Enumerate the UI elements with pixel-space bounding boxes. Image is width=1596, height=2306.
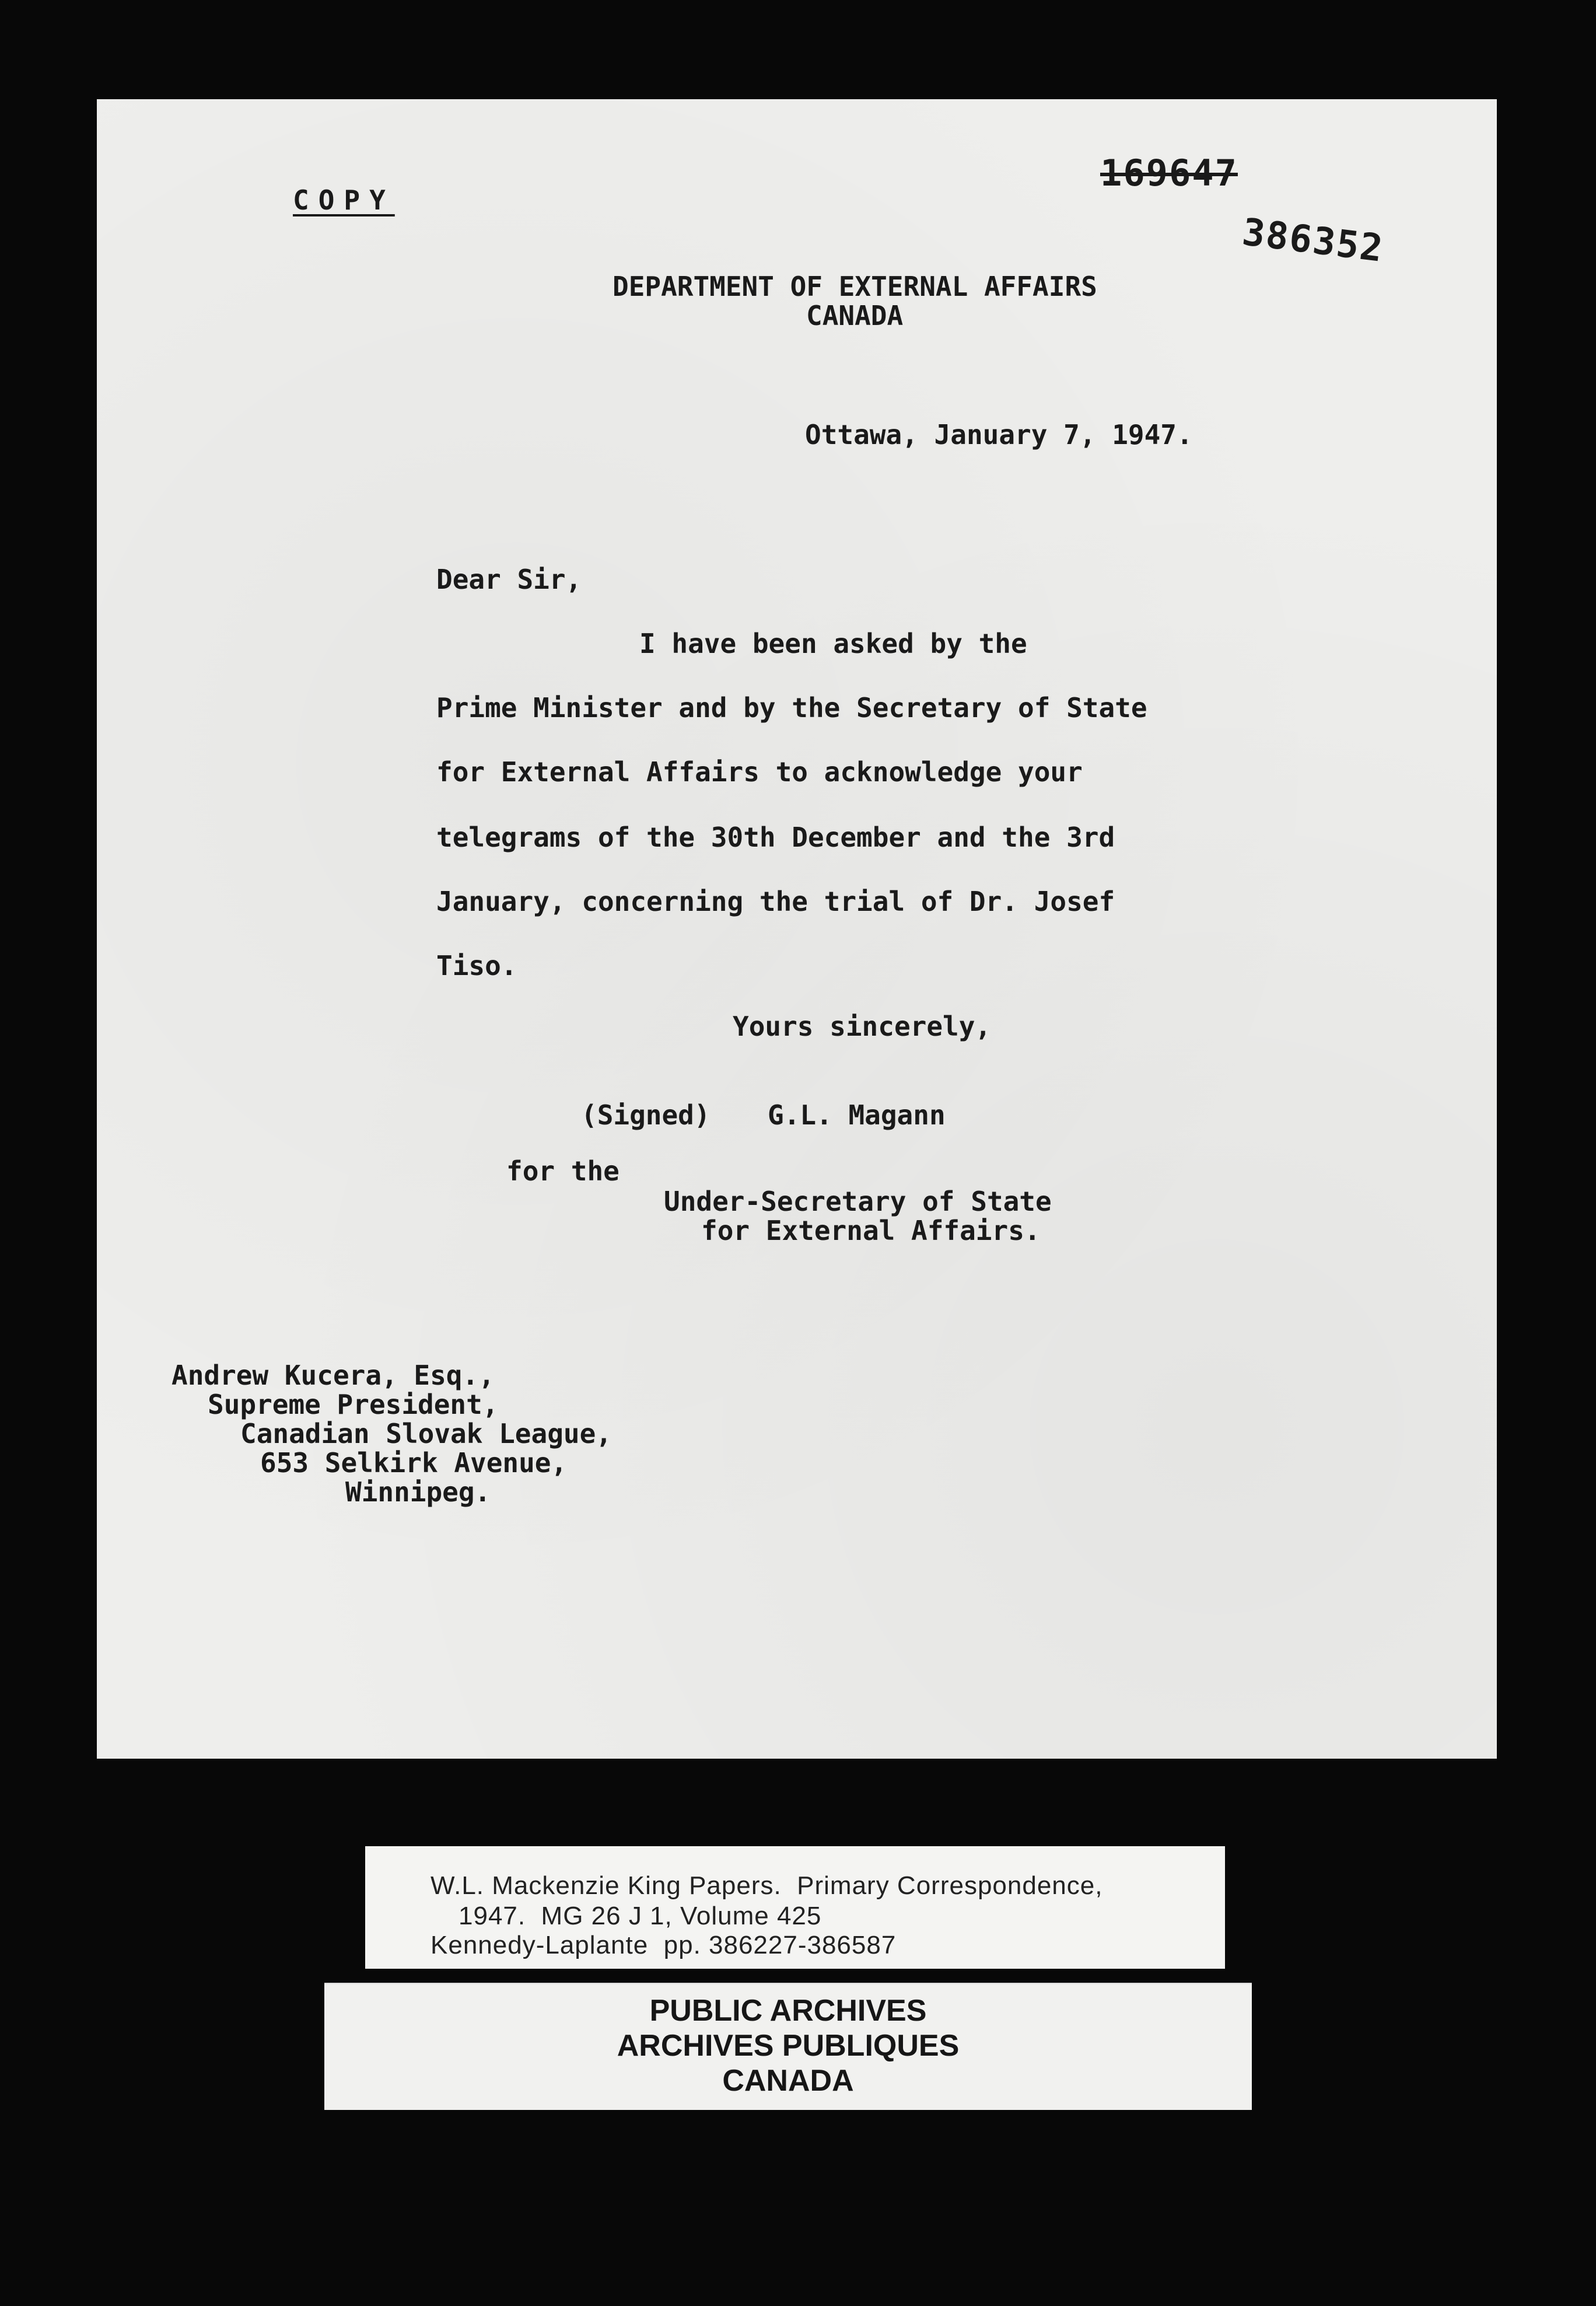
stamp-line: CANADA (722, 2064, 854, 2098)
address-line: Supreme President, (208, 1389, 499, 1420)
body-line: Tiso. (436, 950, 517, 981)
body-line: telegrams of the 30th December and the 3rd (436, 822, 1115, 853)
address-line: Andrew Kucera, Esq., (172, 1360, 495, 1391)
archive-label-line: W.L. Mackenzie King Papers. Primary Correspondence, (430, 1871, 1103, 1900)
department-country: CANADA (806, 300, 904, 331)
salutation: Dear Sir, (436, 564, 582, 595)
place-date: Ottawa, January 7, 1947. (805, 419, 1193, 450)
body-line: for External Affairs to acknowledge your (436, 756, 1083, 788)
letter-sheet (97, 99, 1497, 1759)
archive-label-line: Kennedy-Laplante pp. 386227-386587 (430, 1931, 897, 1959)
for-the: for the (506, 1155, 620, 1187)
copy-mark: COPY (293, 184, 395, 216)
body-line: I have been asked by the (639, 628, 1027, 659)
stamp-line: ARCHIVES PUBLIQUES (617, 2029, 960, 2063)
new-file-number: 386352 (1240, 211, 1386, 271)
signatory-title-line1: Under-Secretary of State (664, 1186, 1052, 1217)
archive-reference-label (365, 1846, 1225, 1969)
archive-label-line: 1947. MG 26 J 1, Volume 425 (459, 1902, 822, 1930)
department-name: DEPARTMENT OF EXTERNAL AFFAIRS (612, 271, 1097, 302)
signatory-title-line2: for External Affairs. (701, 1215, 1041, 1246)
address-line: Canadian Slovak League, (240, 1418, 612, 1449)
signed-label: (Signed) (581, 1099, 710, 1131)
signatory-name: G.L. Magann (768, 1099, 946, 1131)
archive-stamp (324, 1983, 1252, 2110)
old-file-number: 169647 (1100, 152, 1238, 194)
stamp-line: PUBLIC ARCHIVES (649, 1994, 927, 2028)
body-line: Prime Minister and by the Secretary of State (436, 692, 1147, 724)
address-line: Winnipeg. (345, 1476, 491, 1508)
closing: Yours sincerely, (733, 1011, 992, 1042)
body-line: January, concerning the trial of Dr. Josef (436, 886, 1115, 917)
address-line: 653 Selkirk Avenue, (260, 1447, 568, 1479)
